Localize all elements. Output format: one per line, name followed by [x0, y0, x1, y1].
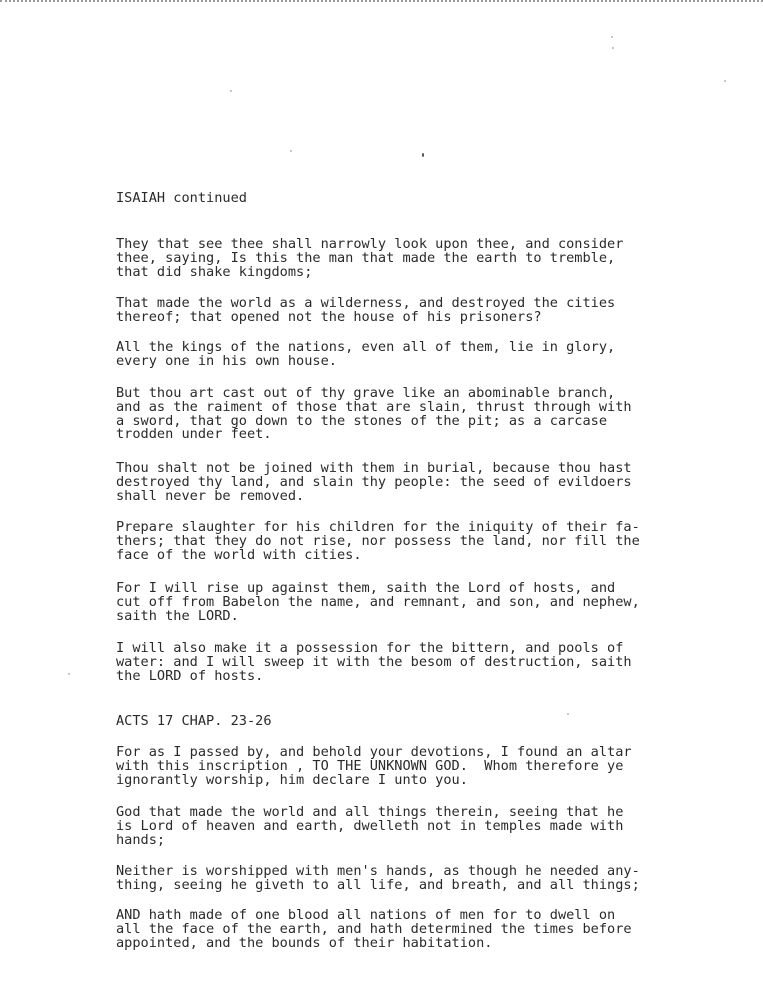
scan-speck — [567, 713, 569, 715]
verse-paragraph: AND hath made of one blood all nations of men for to dwell on all the face of the earth, and hath determined the times before appointed, and the bounds of their habitation. — [116, 907, 632, 951]
scan-speck — [422, 153, 424, 157]
scan-speck — [611, 36, 613, 38]
verse-paragraph: Thou shalt not be joined with them in burial, because thou hast destroyed thy land, and slain thy people: the seed of evildoers shall never be removed. — [116, 460, 632, 504]
section-heading-isaiah: ISAIAH continued — [116, 190, 247, 206]
verse-paragraph: Prepare slaughter for his children for the iniquity of their fa- thers; that they do not rise, nor possess the land, nor fill the face of the world with cities. — [116, 519, 640, 563]
scan-speck — [230, 90, 232, 92]
verse-paragraph: God that made the world and all things therein, seeing that he is Lord of heaven and earth, dwelleth not in temples made with hands; — [116, 804, 624, 848]
scan-speck — [724, 80, 726, 82]
page-top-edge — [0, 0, 763, 4]
scan-speck — [612, 47, 614, 49]
verse-paragraph: All the kings of the nations, even all of them, lie in glory, every one in his own house. — [116, 339, 616, 369]
verse-paragraph: Neither is worshipped with men's hands, as though he needed any- thing, seeing he giveth to all life, and breath, and all things; — [116, 863, 640, 893]
verse-paragraph: That made the world as a wilderness, and destroyed the cities thereof; that opened not the house of his prisoners? — [116, 295, 616, 325]
verse-paragraph: I will also make it a possession for the bittern, and pools of water: and I will sweep it with the besom of destruction, saith the LORD of hosts. — [116, 640, 632, 684]
section-heading-acts: ACTS 17 CHAP. 23-26 — [116, 713, 272, 729]
scan-speck — [290, 150, 292, 152]
verse-paragraph: For as I passed by, and behold your devotions, I found an altar with this inscription , TO THE UNKNOWN GOD. Whom therefore ye ignorantly worship, him declare I unto you. — [116, 744, 632, 788]
verse-paragraph: They that see thee shall narrowly look upon thee, and consider thee, saying, Is this the man that made the earth to tremble, that did shake kingdoms; — [116, 236, 624, 280]
verse-paragraph: For I will rise up against them, saith the Lord of hosts, and cut off from Babelon the name, and remnant, and son, and nephew, saith the LORD. — [116, 580, 640, 624]
scan-speck — [68, 673, 70, 675]
verse-paragraph: But thou art cast out of thy grave like an abominable branch, and as the raiment of those that are slain, thrust through with a sword, that go down to the stones of the pit; as a carcase trodden under feet. — [116, 385, 632, 443]
